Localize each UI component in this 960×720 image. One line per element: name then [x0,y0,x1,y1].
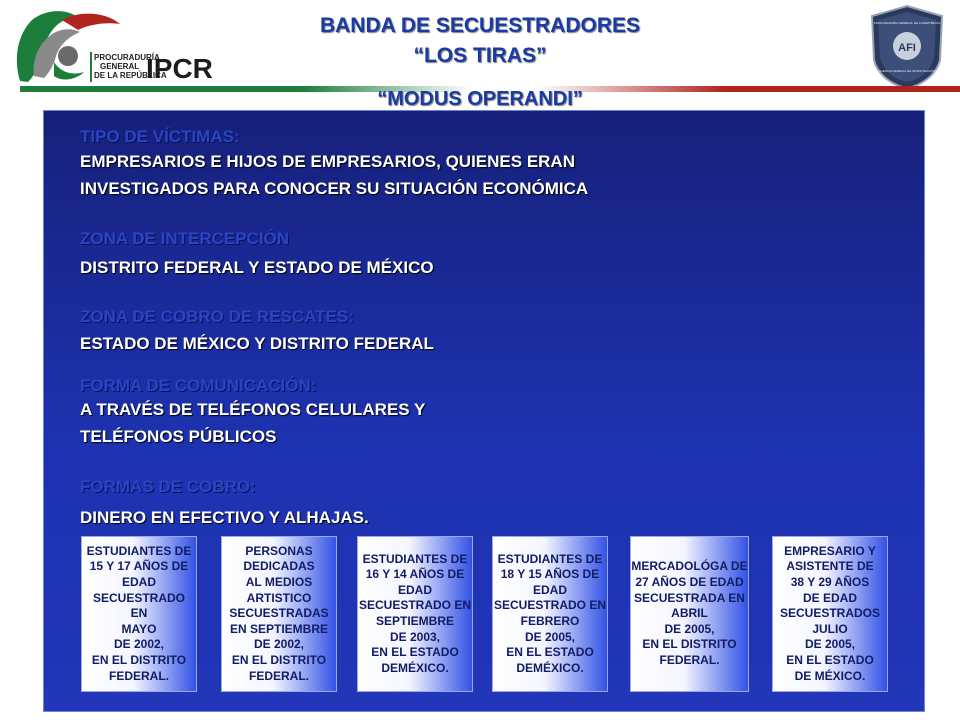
afi-text: AFI [898,42,916,54]
page-title: BANDA DE SECUESTRADORES [319,14,641,37]
page-title-line2: “LOS TIRAS” [413,44,547,67]
victim-card: ESTUDIANTES DE 15 Y 17 AÑOS DE EDAD SECUESTRADO EN MAYO DE 2002, EN EL DISTRITO FEDERAL. [81,536,197,692]
logo-text-line1: PROCURADURÍA [94,53,160,62]
victim-card: PERSONAS DEDICADAS AL MEDIOS ARTISTICO SECUESTRADAS EN SEPTIEMBRE DE 2002, EN EL DISTRITO FEDERAL. [221,536,337,692]
section-title-interception-zone: ZONA DE INTERCEPCIÓN [80,229,290,248]
victim-card: EMPRESARIO Y ASISTENTE DE 38 Y 29 AÑOS DE EDAD SECUESTRADOS JULIO DE 2005, EN EL ESTADO DE MÉXICO. [772,536,888,692]
logo-text-line3: DE LA REPÚBLICA [94,71,167,80]
afi-top-text: PROCURADURÍA GENERAL DE LA REPÚBLICA [873,21,941,25]
section-body-victim-type: EMPRESARIOS E HIJOS DE EMPRESARIOS, QUIENES ERAN INVESTIGADOS PARA CONOCER SU SITUACIÓN ECONÓMICA [80,152,589,198]
section-body-ransom-zone: ESTADO DE MÉXICO Y DISTRITO FEDERAL [80,334,434,353]
logo-brand: IPCR [146,53,213,84]
afi-bottom-text: AGENCIA FEDERAL DE INVESTIGACIÓN [878,69,936,73]
victim-card: ESTUDIANTES DE 16 Y 14 AÑOS DE EDAD SECUESTRADO EN SEPTIEMBRE DE 2003, EN EL ESTADO DEMÉXICO. [357,536,473,692]
logo-text-line2: GENERAL [100,62,140,71]
victim-card: ESTUDIANTES DE 18 Y 15 AÑOS DE EDAD SECUESTRADO EN FEBRERO DE 2005, EN EL ESTADO DEMÉXICO. [492,536,608,692]
section-title-victim-type: TIPO DE VÍCTIMAS: [80,127,240,146]
section-title-communication: FORMA DE COMUNICACIÓN: [80,376,317,395]
section-title-payment-forms: FORMAS DE COBRO: [80,477,256,496]
victim-card: MERCADOLÓGA DE 27 AÑOS DE EDAD SECUESTRADA EN ABRIL DE 2005, EN EL DISTRITO FEDERAL. [630,536,749,692]
section-body-interception-zone: DISTRITO FEDERAL Y ESTADO DE MÉXICO [80,258,434,277]
section-body-payment-forms: DINERO EN EFECTIVO Y ALHAJAS. [80,508,369,527]
section-title-ransom-zone: ZONA DE COBRO DE RESCATES: [80,307,354,326]
section-body-communication: A TRAVÉS DE TELÉFONOS CELULARES Y TELÉFONOS PÚBLICOS [80,400,426,446]
page-subtitle: “MODUS OPERANDI” [377,88,583,110]
